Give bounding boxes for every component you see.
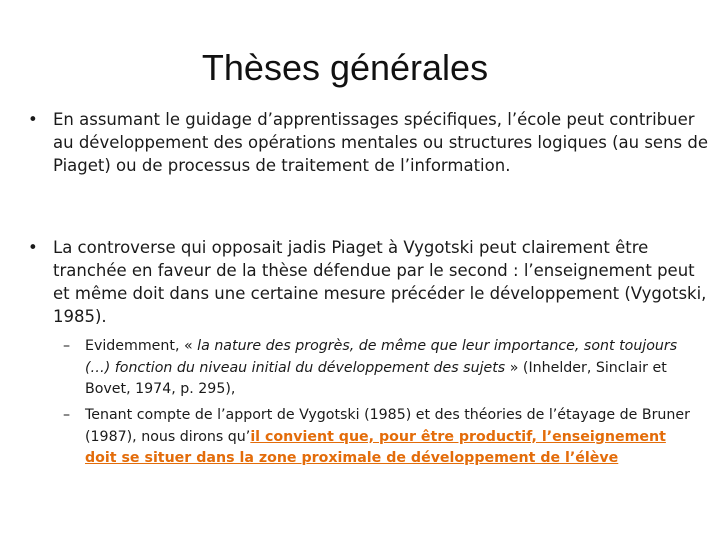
bullet-marker: •: [28, 110, 38, 129]
sub-bullet-marker: –: [63, 407, 71, 423]
slide-title: Thèses générales: [201, 47, 489, 88]
sub-bullet-text: [85, 336, 697, 401]
quote-italic: la nature des progrès, de même que leur importance, sont toujours (…) fonction du niveau initial du développement des sujets: [85, 338, 678, 376]
sub-bullet-text: [85, 405, 697, 470]
highlighted-conclusion: il convient que, pour être productif, l’enseignement doit se situer dans la zone proximale de développement de l’élève: [85, 428, 666, 466]
sub-bullet-marker: –: [63, 338, 71, 354]
quote-prefix: Evidemment, «: [85, 338, 198, 354]
sub-bullet-prefix: Tenant compte de l’apport de Vygotski (1985) et des théories de l’étayage de Bruner (1987), nous dirons qu’: [85, 407, 690, 445]
bullet-text: La controverse qui opposait jadis Piaget à Vygotski peut clairement être tranchée en faveur de la thèse défendue par le second : l’enseignement peut et même doit dans une certaine mesure précéder le développement (Vygotski, 1985).: [53, 238, 707, 326]
quote-suffix: » (Inhelder, Sinclair et Bovet, 1974, p. 295),: [85, 359, 667, 397]
bullet-text: En assumant le guidage d’apprentissages spécifiques, l’école peut contribuer au développement des opérations mentales ou structures logiques (au sens de Piaget) ou de processus de traitement de l’information.: [53, 110, 708, 175]
bullet-marker: •: [28, 238, 38, 257]
